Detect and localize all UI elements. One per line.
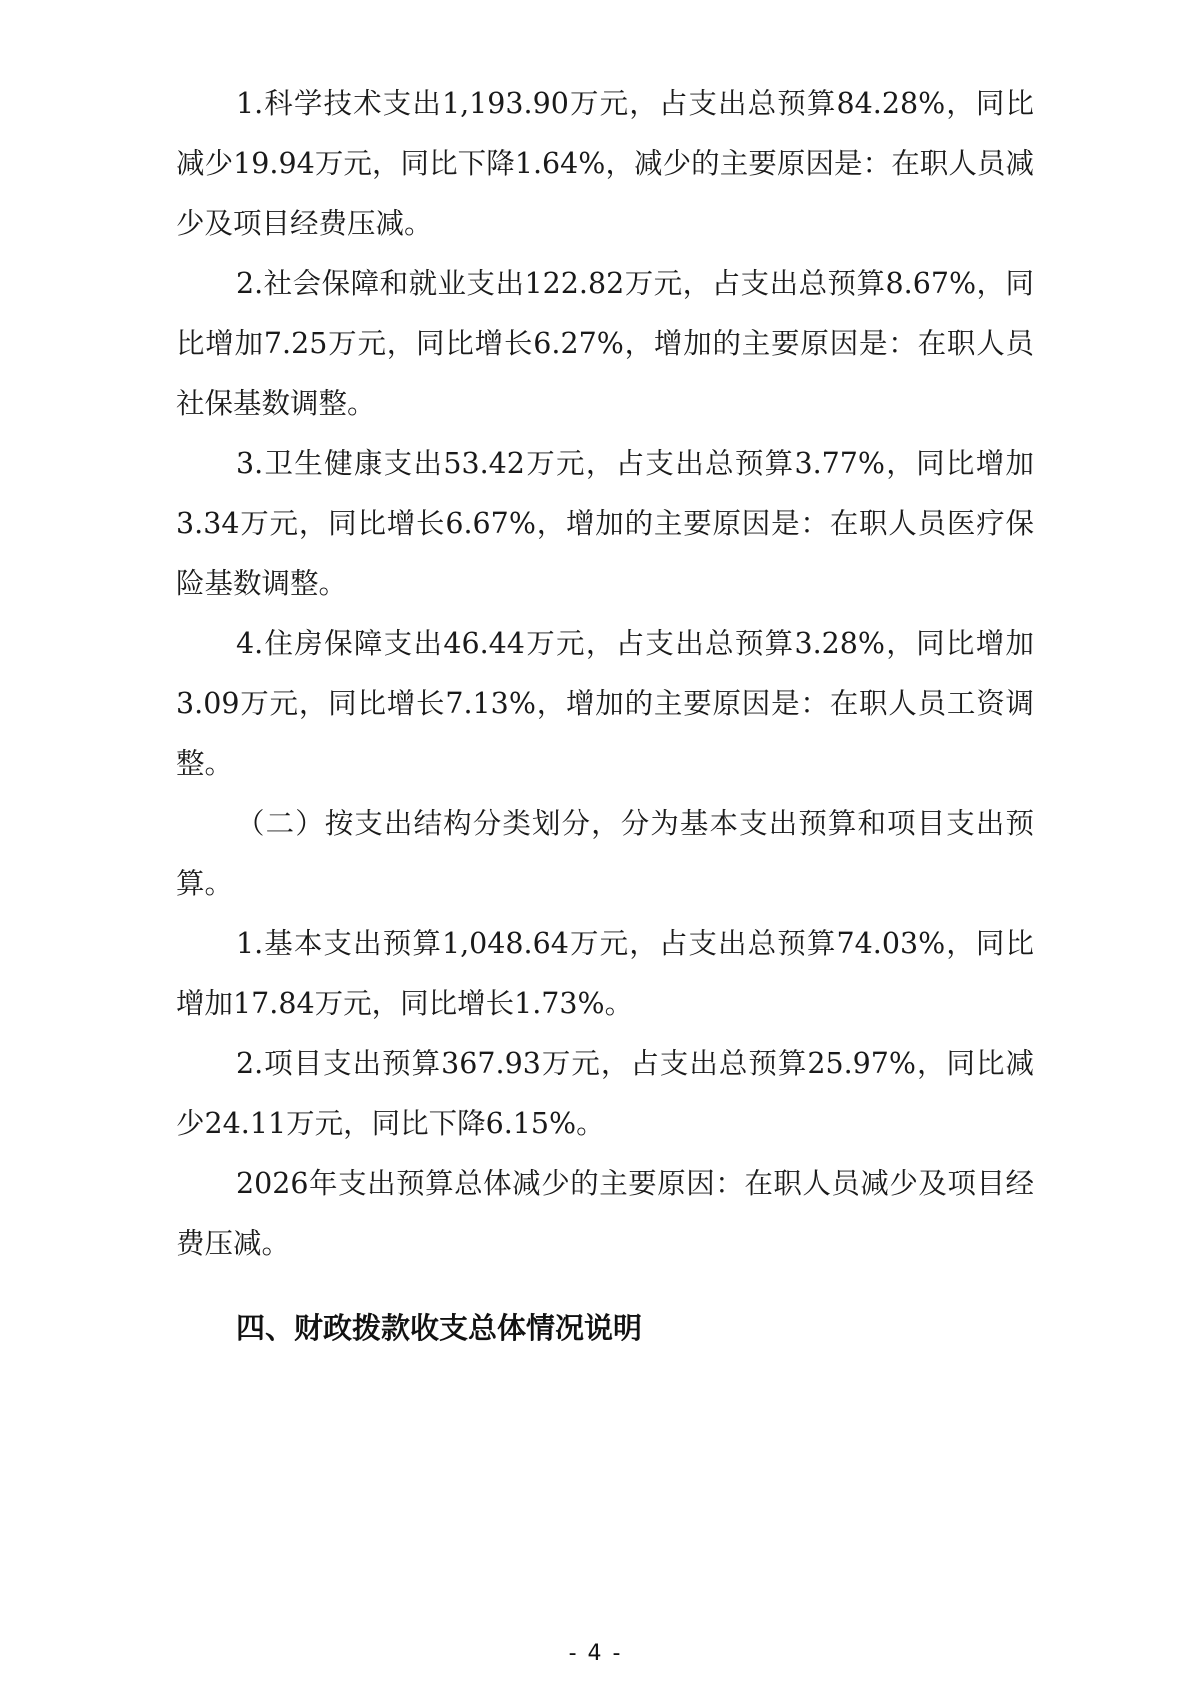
- paragraph-housing-expense: 4.住房保障支出46.44万元，占支出总预算3.28%，同比增加3.09万元，同比增长7.13%，增加的主要原因是：在职人员工资调整。: [176, 627, 1034, 780]
- document-body: [176, 74, 1034, 1360]
- section-heading: 四、财政拨款收支总体情况说明: [236, 1311, 643, 1345]
- paragraph-basic-expense-budget: 1.基本支出预算1,048.64万元，占支出总预算74.03%，同比增加17.84万元，同比增长1.73%。: [176, 927, 1034, 1020]
- paragraph-overall-decrease-reason: 2026年支出预算总体减少的主要原因：在职人员减少及项目经费压减。: [176, 1167, 1034, 1260]
- paragraph-science-tech-expense: 1.科学技术支出1,193.90万元，占支出总预算84.28%，同比减少19.94万元，同比下降1.64%，减少的主要原因是：在职人员减少及项目经费压减。: [176, 87, 1034, 240]
- paragraph-structure-classification: （二）按支出结构分类划分，分为基本支出预算和项目支出预算。: [176, 807, 1034, 900]
- paragraph-social-security-expense: 2.社会保障和就业支出122.82万元，占支出总预算8.67%，同比增加7.25万元，同比增长6.27%，增加的主要原因是：在职人员社保基数调整。: [176, 267, 1034, 420]
- paragraph-project-expense-budget: 2.项目支出预算367.93万元，占支出总预算25.97%，同比减少24.11万元，同比下降6.15%。: [176, 1047, 1034, 1140]
- paragraph-health-expense: 3.卫生健康支出53.42万元，占支出总预算3.77%，同比增加3.34万元，同比增长6.67%，增加的主要原因是：在职人员医疗保险基数调整。: [176, 447, 1034, 600]
- page-number: - 4 -: [568, 1641, 623, 1666]
